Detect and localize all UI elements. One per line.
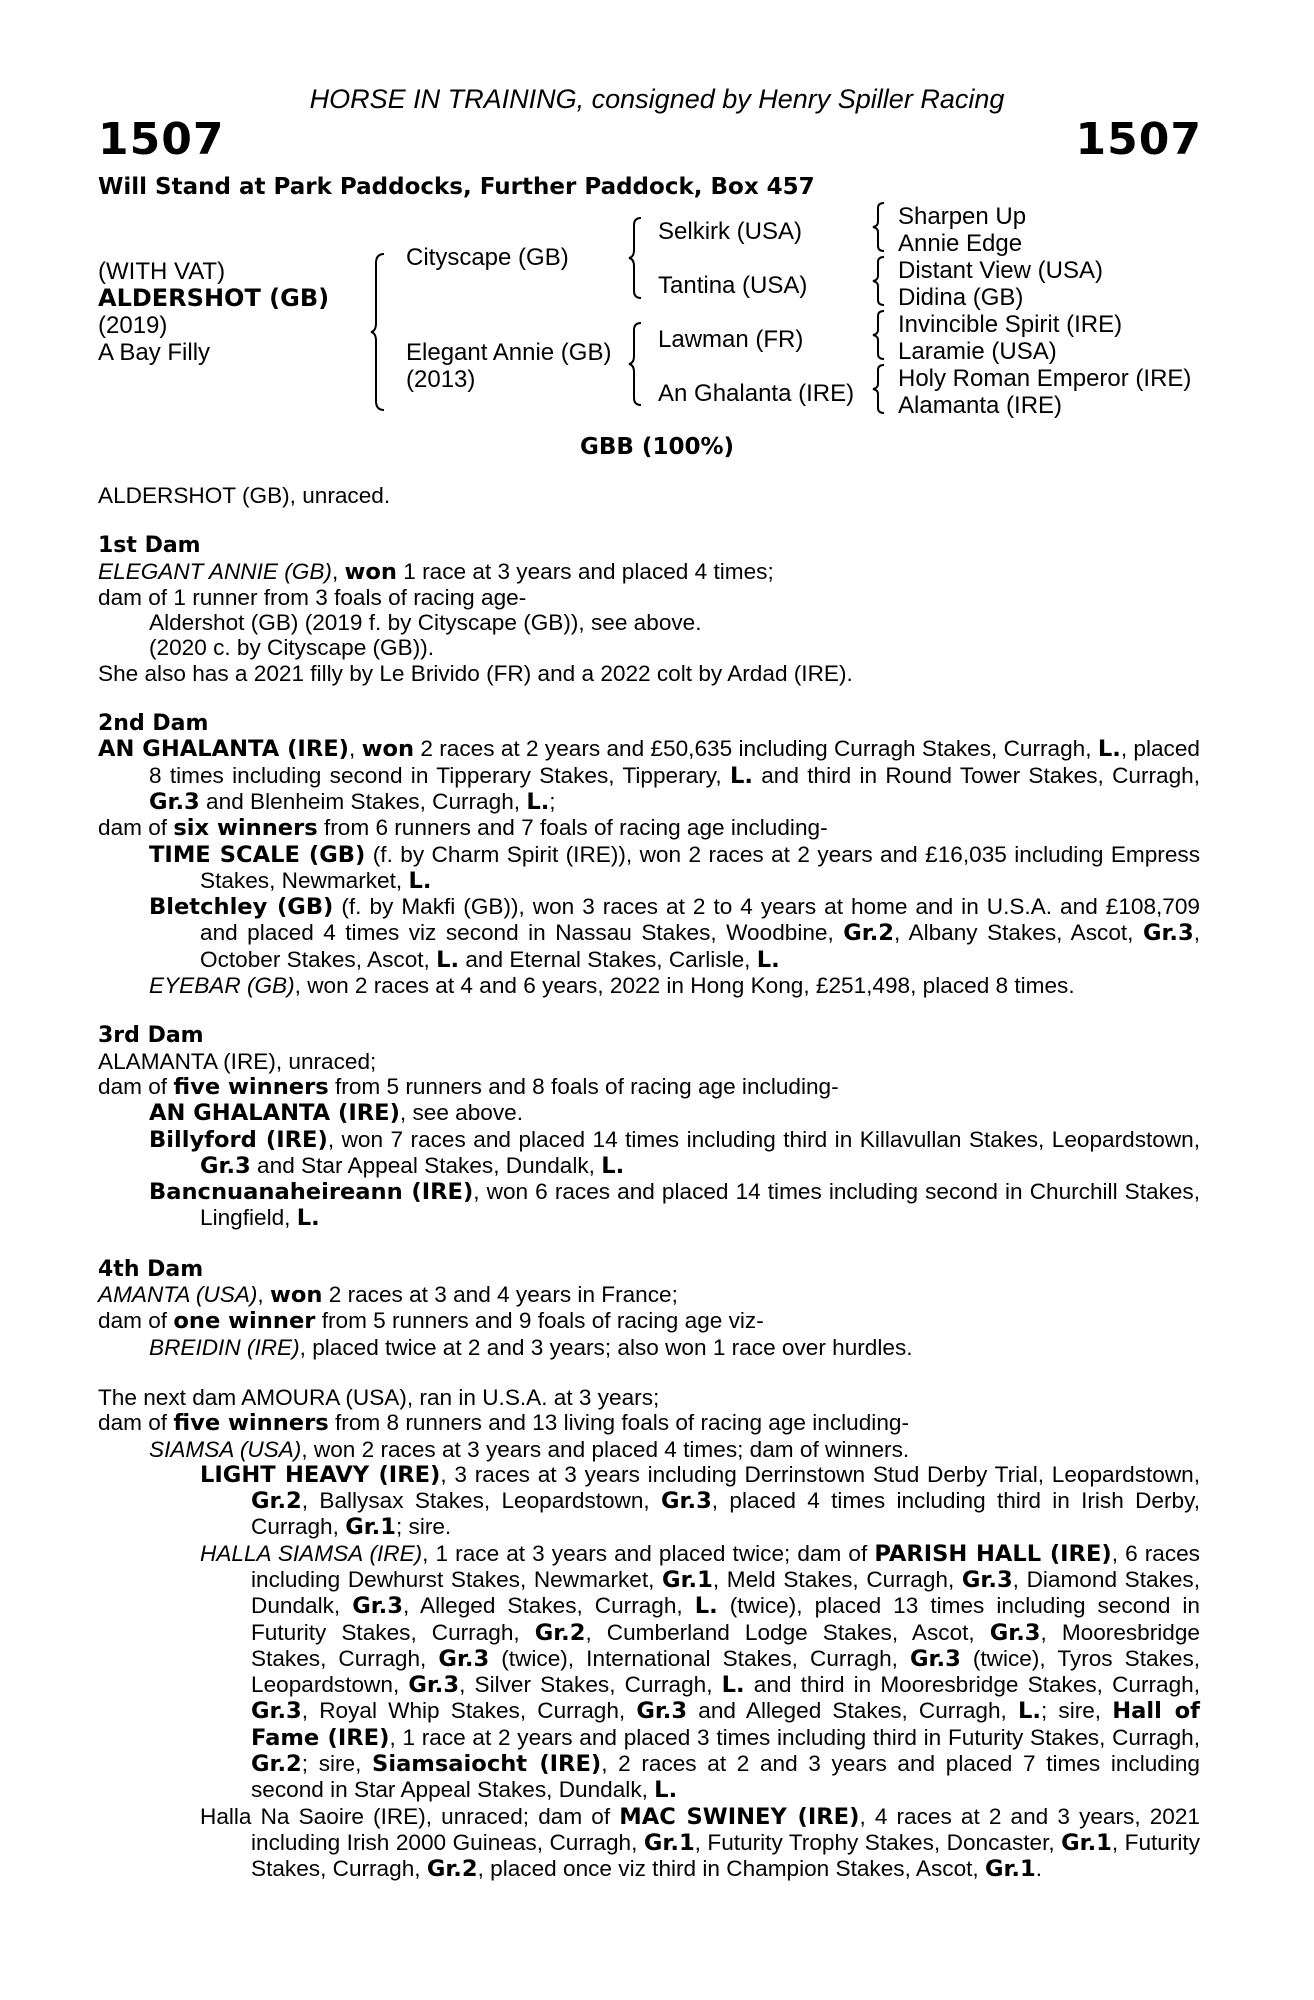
catalogue-paragraph: ELEGANT ANNIE (GB), won 1 race at 3 years and placed 4 times; (98, 558, 774, 585)
dam-sire: Lawman (FR) (658, 326, 804, 353)
catalogue-paragraph: AMANTA (USA), won 2 races at 3 and 4 years in France; (98, 1282, 678, 1309)
catalogue-paragraph: BREIDIN (IRE), placed twice at 2 and 3 years; also won 1 race over hurdles. (149, 1334, 913, 1360)
catalogue-paragraph: SIAMSA (USA), won 2 races at 3 years and placed 4 times; dam of winners. (149, 1436, 910, 1462)
pedigree-bracket-ds (872, 310, 888, 360)
stand-location: Will Stand at Park Paddocks, Further Paddock, Box 457 (98, 174, 815, 200)
sire-sire: Selkirk (USA) (658, 218, 803, 245)
dam-dam-dam: Alamanta (IRE) (898, 392, 1063, 419)
sire-dam-sire: Distant View (USA) (898, 257, 1103, 284)
sire-sire-sire: Sharpen Up (898, 203, 1027, 230)
catalogue-paragraph: HALLA SIAMSA (IRE), 1 race at 3 years and placed twice; dam of PARISH HALL (IRE), 6 races including Dewhurst Stakes, Newmarket, Gr.1, Meld Stakes, Curragh, Gr.3, Diamond Stakes, Dundalk, Gr.3, Alleged Stakes, Curragh, L. (twice), placed 13 times including second in Futurity Stakes, Curragh, Gr.2, Cumberland Lodge Stakes, Ascot, Gr.3, Mooresbridge Stakes, Curragh, Gr.3 (twice), International Stakes, Curragh, Gr.3 (twice), Tyros Stakes, Leopardstown, Gr.3, Silver Stakes, Curragh, L. and third in Mooresbridge Stakes, Curragh, Gr.3, Royal Whip Stakes, Curragh, Gr.3 and Alleged Stakes, Curragh, L.; sire, Hall of Fame (IRE), 1 race at 2 years and placed 3 times including third in Futurity Stakes, Curragh, Gr.2; sire, Siamsaiocht (IRE), 2 races at 2 and 3 years and placed 7 times including second in Star Appeal Stakes, Dundalk, L. (200, 1540, 1201, 1804)
lot-number-right: 1507 (1075, 114, 1202, 165)
catalogue-paragraph: ALAMANTA (IRE), unraced; (98, 1048, 377, 1074)
sire-dam: Tantina (USA) (658, 272, 808, 299)
catalogue-paragraph: AN GHALANTA (IRE), see above. (149, 1100, 524, 1127)
horse-description: A Bay Filly (98, 339, 211, 366)
consignor-line: HORSE IN TRAINING, consigned by Henry Spiller Racing (309, 84, 1005, 114)
catalogue-paragraph: dam of five winners from 8 runners and 13 living foals of racing age including- (98, 1410, 909, 1437)
catalogue-paragraph: The next dam AMOURA (USA), ran in U.S.A. at 3 years; (98, 1384, 660, 1410)
pedigree-bracket-sire (628, 217, 646, 299)
dam-sire-sire: Invincible Spirit (IRE) (898, 311, 1123, 338)
catalogue-paragraph: Bletchley (GB) (f. by Makfi (GB)), won 3 races at 2 to 4 years at home and in U.S.A. and £108,709 and placed 4 times viz second in Nassau Stakes, Woodbine, Gr.2, Albany Stakes, Ascot, Gr.3, October Stakes, Ascot, L. and Eternal Stakes, Carlisle, L. (149, 894, 1200, 973)
vat-note: (WITH VAT) (98, 258, 226, 285)
catalogue-paragraph: (2020 c. by Cityscape (GB)). (149, 635, 435, 661)
catalogue-paragraph: LIGHT HEAVY (IRE), 3 races at 3 years including Derrinstown Stud Derby Trial, Leopardstown, Gr.2, Ballysax Stakes, Leopardstown, Gr.3, placed 4 times including third in Irish Derby, Curragh, Gr.1; sire. (200, 1461, 1200, 1541)
dam-sire-dam: Laramie (USA) (898, 338, 1057, 365)
dam-dam-sire: Holy Roman Emperor (IRE) (898, 365, 1192, 392)
catalogue-paragraph: dam of one winner from 5 runners and 9 foals of racing age viz- (98, 1308, 764, 1335)
catalogue-paragraph: dam of five winners from 5 runners and 8 foals of racing age including- (98, 1073, 839, 1100)
dam-heading: 3rd Dam (98, 1023, 204, 1049)
catalogue-paragraph: AN GHALANTA (IRE), won 2 races at 2 years and £50,635 including Curragh Stakes, Curragh, L., placed 8 times including second in Tipperary Stakes, Tipperary, L. and third in Round Tower Stakes, Curragh, Gr.3 and Blenheim Stakes, Curragh, L.; (98, 736, 1200, 815)
dam-name: Elegant Annie (GB) (406, 339, 612, 366)
pedigree-bracket-dd (872, 364, 888, 414)
dam-heading: 2nd Dam (98, 711, 209, 737)
gbb-rating: GBB (100%) (579, 434, 735, 460)
catalogue-paragraph: ALDERSHOT (GB), unraced. (98, 483, 391, 508)
catalogue-paragraph: TIME SCALE (GB) (f. by Charm Spirit (IRE)), won 2 races at 2 years and £16,035 including Empress Stakes, Newmarket, L. (149, 841, 1200, 894)
catalogue-body (98, 483, 1200, 1883)
catalogue-paragraph: Aldershot (GB) (2019 f. by Cityscape (GB)), see above. (149, 610, 702, 636)
catalogue-paragraph: EYEBAR (GB), won 2 races at 4 and 6 years, 2022 in Hong Kong, £251,498, placed 8 times. (149, 973, 1075, 999)
catalogue-paragraph: dam of six winners from 6 runners and 7 foals of racing age including- (98, 815, 828, 842)
pedigree-bracket-main (370, 253, 390, 411)
catalogue-paragraph: Billyford (IRE), won 7 races and placed 14 times including third in Killavullan Stakes, Leopardstown, Gr.3 and Star Appeal Stakes, Dundalk, L. (149, 1126, 1200, 1179)
catalogue-paragraph: Bancnuanaheireann (IRE), won 6 races and placed 14 times including second in Churchill Stakes, Lingfield, L. (149, 1179, 1201, 1232)
dam-heading: 1st Dam (98, 533, 201, 559)
sire-sire-dam: Annie Edge (898, 230, 1023, 257)
pedigree-bracket-dam (628, 322, 646, 406)
sire-name: Cityscape (GB) (406, 244, 569, 271)
pedigree-bracket-sd (872, 256, 888, 306)
horse-name: ALDERSHOT (GB) (98, 284, 330, 312)
dam-year: (2013) (406, 366, 476, 393)
catalogue-paragraph: Halla Na Saoire (IRE), unraced; dam of MAC SWINEY (IRE), 4 races at 2 and 3 years, 2021 including Irish 2000 Guineas, Curragh, Gr.1, Futurity Trophy Stakes, Doncaster, Gr.1, Futurity Stakes, Curragh, Gr.2, placed once viz third in Champion Stakes, Ascot, Gr.1. (200, 1803, 1200, 1883)
dam-dam: An Ghalanta (IRE) (658, 380, 855, 407)
catalogue-paragraph: She also has a 2021 filly by Le Brivido (FR) and a 2022 colt by Ardad (IRE). (98, 660, 853, 686)
pedigree-bracket-ss (872, 202, 888, 252)
catalogue-paragraph: dam of 1 runner from 3 foals of racing age- (98, 584, 527, 610)
dam-heading: 4th Dam (98, 1256, 204, 1282)
lot-number-left: 1507 (98, 114, 225, 165)
horse-year: (2019) (98, 312, 168, 339)
sire-dam-dam: Didina (GB) (898, 284, 1024, 311)
